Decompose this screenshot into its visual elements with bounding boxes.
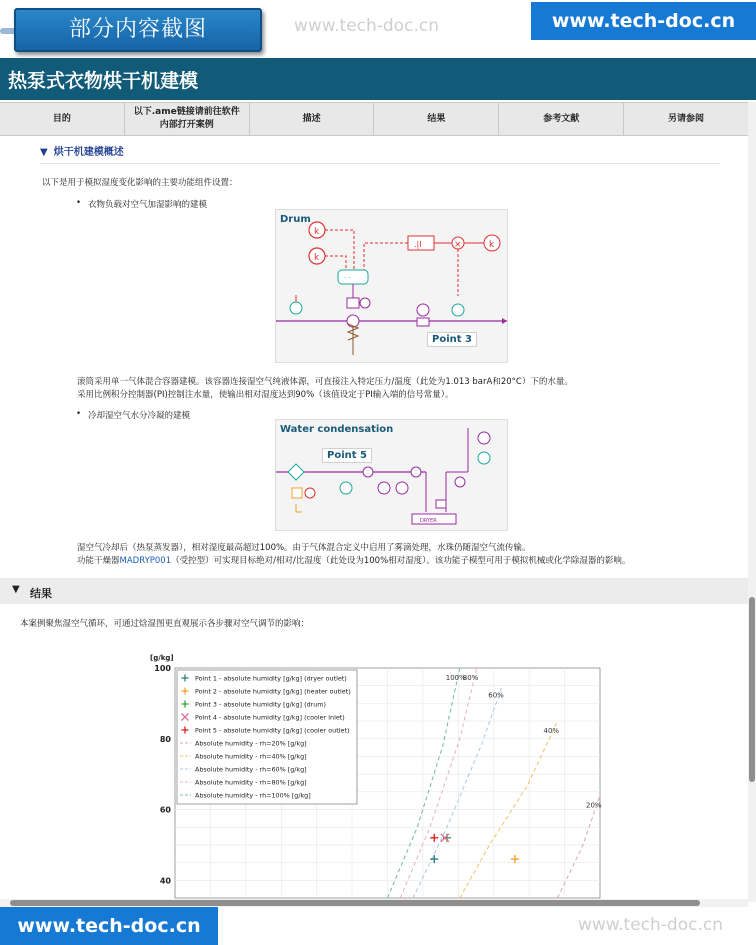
svg-text:DRYER: DRYER [420, 518, 437, 524]
collapse-triangle-icon[interactable]: ▼ [12, 584, 20, 595]
section1-intro: 以下是用于模拟湿度变化影响的主要功能组件设置： [42, 178, 238, 188]
vertical-scroll-thumb[interactable] [749, 597, 755, 782]
legend-entry: Absolute humidity - rh=60% [g/kg] [195, 765, 307, 774]
watermark-bottom: www.tech-doc.cn [578, 915, 723, 935]
y-tick-label: 80 [159, 734, 171, 744]
dryer-text-prefix: 功能干燥器 [77, 556, 120, 566]
drum-label: Drum [280, 214, 311, 225]
results-intro: 本案例聚焦湿空气循环，可通过焓湿图更直观展示各步骤对空气调节的影响： [20, 619, 310, 629]
svg-text:k: k [314, 253, 320, 263]
y-tick-label: 60 [159, 805, 171, 815]
section-modeling-overview-title: 烘干机建模概述 [53, 147, 124, 158]
brand-bottom[interactable]: www.tech-doc.cn [0, 907, 218, 945]
tab-results[interactable]: 结果 [374, 103, 499, 135]
drum-paragraph-line1: 滚筒采用单一气体混合容器建模。该容器连接湿空气纯液体源，可直接注入特定压力/温度（此处为1.013 barA和20°C）下的水量。 [77, 377, 573, 387]
rh-curve-label: 60% [488, 691, 504, 700]
legend-entry: Point 2 - absolute humidity [g/kg] (heater outlet) [195, 687, 351, 696]
tab-purpose[interactable]: 目的 [0, 103, 125, 135]
vertical-scrollbar[interactable] [748, 102, 756, 902]
page-title: 热泵式衣物烘干机建模 [8, 70, 199, 92]
legend-entry: Point 1 - absolute humidity [g/kg] (dryer outlet) [195, 674, 347, 683]
tab-see-also[interactable]: 另请参阅 [668, 113, 705, 124]
dryer-text-suffix: （受控型）可实现目标绝对/相对/比湿度（此处设为100%相对湿度）。该功能子模型可用于模拟机械或化学除湿器的影响。 [171, 556, 631, 566]
legend-entry: Absolute humidity - rh=100% [g/kg] [195, 791, 311, 800]
nav-tabs [0, 102, 748, 136]
svg-text:×: × [454, 240, 462, 250]
section-results-header[interactable] [0, 578, 748, 604]
horizontal-scrollbar[interactable] [0, 899, 748, 907]
snip-badge: 部分内容截图 [14, 8, 262, 52]
condensation-label: Water condensation [280, 424, 394, 435]
brand-top[interactable]: www.tech-doc.cn [531, 2, 756, 40]
rh-curve-label: 20% [586, 801, 602, 810]
y-tick-label: 40 [159, 876, 171, 886]
humidity-chart-svg [140, 648, 610, 900]
y-axis-label: [g/kg] [150, 654, 174, 662]
madryp001-link[interactable]: MADRYP001 [119, 556, 172, 566]
point3-label: Point 3 [427, 332, 477, 347]
rh-curve-label: 80% [462, 674, 479, 682]
condensation-diagram [275, 419, 508, 531]
legend-entry: Point 4 - absolute humidity [g/kg] (cooler inlet) [195, 713, 345, 722]
condensation-paragraph-line2 [77, 554, 630, 566]
watermark-top: www.tech-doc.cn [294, 16, 439, 36]
condensation-diagram-svg [276, 420, 507, 530]
top-banner [0, 0, 756, 56]
drum-paragraph-line2: 采用比例积分控制器(PI)控制注水量，使输出相对湿度达到90%（该值设定于PI输入端的信号常量）。 [77, 390, 454, 400]
humidity-chart [140, 648, 610, 900]
point5-label: Point 5 [322, 448, 372, 463]
bullet-clothing-load: • 衣物负载对空气加湿影响的建模 [88, 198, 207, 210]
section-results-title: 结果 [30, 587, 52, 600]
y-tick-label: 100 [154, 664, 171, 673]
bullet-condensation: • 冷却湿空气水分冷凝的建模 [88, 409, 190, 421]
page-title-bar [0, 58, 756, 100]
legend-entry: Absolute humidity - rh=20% [g/kg] [195, 739, 307, 748]
rh-curve-label: 100% [445, 674, 466, 682]
horizontal-scroll-thumb[interactable] [10, 900, 700, 906]
legend-entry: Absolute humidity - rh=80% [g/kg] [195, 778, 307, 787]
drum-diagram [275, 209, 508, 363]
rh-curve-label: 40% [543, 727, 560, 736]
tab-description[interactable]: 描述 [250, 103, 375, 135]
legend-entry: Absolute humidity - rh=40% [g/kg] [195, 752, 307, 761]
condensation-paragraph-line1: 湿空气冷却后（热泵蒸发器），相对湿度最高超过100%。由于气体混合定义中启用了雾滴处理，水珠仍随湿空气流传输。 [77, 543, 531, 553]
tab-ame-link[interactable]: 以下.ame链接请前往软件内部打开案例 [125, 103, 250, 135]
svg-text:k: k [489, 240, 495, 250]
section-modeling-overview-header[interactable] [40, 143, 720, 164]
legend-entry: Point 5 - absolute humidity [g/kg] (cooler outlet) [195, 726, 350, 735]
legend-entry: Point 3 - absolute humidity [g/kg] (drum) [195, 700, 327, 709]
svg-text:k: k [314, 227, 320, 237]
svg-text:.|Ι: .|Ι [414, 240, 422, 249]
svg-text:· ·: · · [344, 274, 351, 282]
collapse-triangle-icon[interactable]: ▼ [40, 147, 48, 158]
tab-references[interactable]: 参考文献 [499, 103, 624, 135]
